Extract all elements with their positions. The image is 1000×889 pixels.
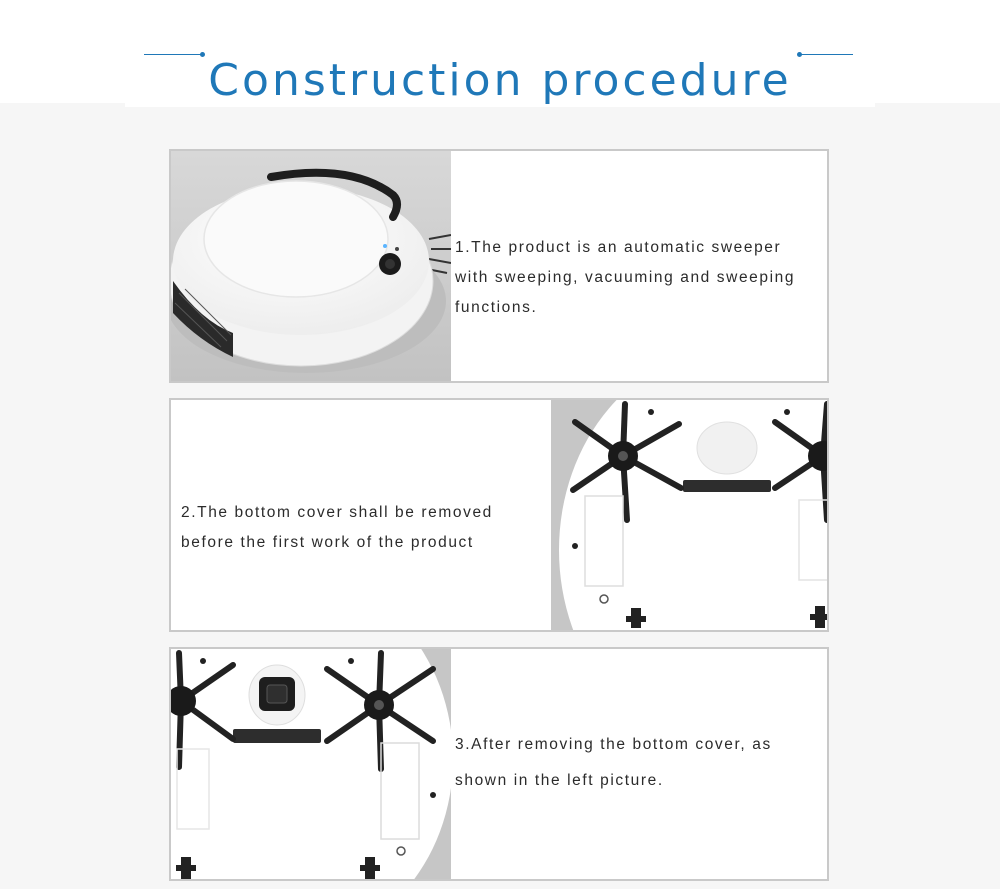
- robot-vacuum-top-view-image: [171, 151, 451, 381]
- step-card-3: [169, 647, 829, 881]
- robot-vacuum-bottom-cover-removed-image: [171, 649, 451, 879]
- step-2-text: 2.The bottom cover shall be removed before the first work of the product: [181, 504, 493, 551]
- page-title: Construction procedure: [208, 55, 792, 107]
- step-card-2: [169, 398, 829, 632]
- step-1-text: 1.The product is an automatic sweeper with sweeping, vacuuming and sweeping functions.: [455, 239, 796, 316]
- step-card-1: [169, 149, 829, 383]
- robot-vacuum-bottom-with-cover-image: [551, 400, 829, 630]
- step-3-text: 3.After removing the bottom cover, as shown in the left picture.: [455, 736, 772, 789]
